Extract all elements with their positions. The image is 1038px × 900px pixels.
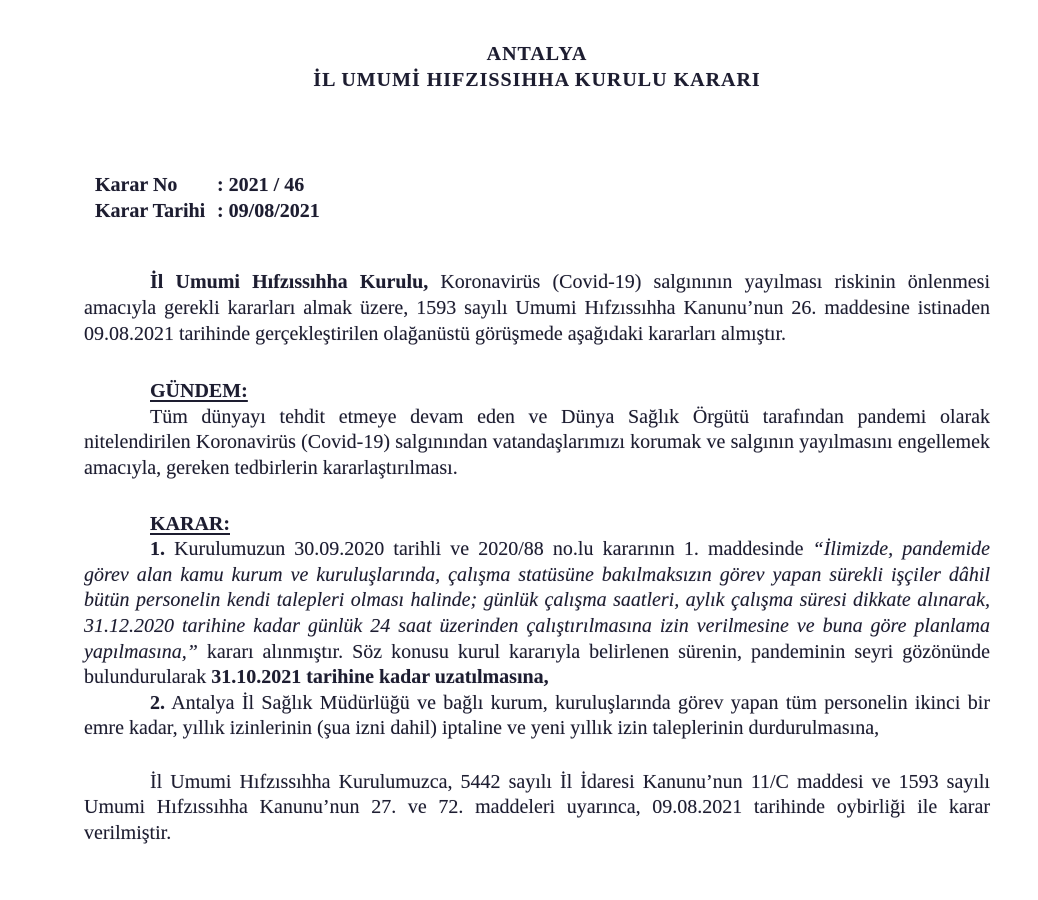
doc-title-main: İL UMUMİ HIFZISSIHHA KURULU KARARI [313, 68, 761, 91]
decision-meta [95, 173, 990, 224]
karar-item-1 [84, 537, 990, 691]
intro-paragraph [84, 270, 990, 347]
karar-heading: KARAR: [150, 512, 230, 535]
document-header [84, 42, 990, 93]
closing-paragraph: İl Umumi Hıfzıssıhha Kurulumuzca, 5442 sayılı İl İdaresi Kanunu’nun 11/C maddesi ve 1593 sayılı Umumi Hıfzıssıhha Kanunu’nun 27. ve 72. maddeleri uyarınca, 09.08.2021 tarihinde oybirliği ile karar verilmiştir. [84, 770, 990, 845]
karar-item-1-quote: “İlimizde, pandemide görev alan kamu kurum ve kuruluşlarında, çalışma statüsüne bakılmaksızın görev yapan sürekli işçiler dâhil bütün personelin kendi talepleri olması halinde; günlük çalışma saatleri, aylık çalışma süresi dikkate alınarak, 31.12.2020 tarihine kadar günlük 24 saat üzerinden çalıştırılmasına izin verilmesine ve buna göre planlama yapılmasına,” [84, 538, 991, 663]
karar-item-1-after-quote: kararı alınmıştır. Söz konusu kurul kararıyla belirlenen sürenin, pandeminin seyri gözönünde bulundurularak [84, 640, 990, 689]
karar-item-1-number: 1. [150, 538, 165, 561]
intro-paragraph-text: Koronavirüs (Covid-19) salgınının yayılması riskinin önlenmesi amacıyla gerekli kararları almak üzere, 1593 sayılı Umumi Hıfzıssıhha Kanunu’nun 26. maddesine istinaden 09.08.2021 tarihinde gerçekleştirilen olağanüstü görüşmede aşağıdaki kararları almıştır. [84, 271, 990, 345]
karar-item-1-bold-tail: 31.10.2021 tarihine kadar uzatılmasına, [211, 666, 549, 689]
karar-item-2-text: Antalya İl Sağlık Müdürlüğü ve bağlı kurum, kuruluşlarında görev yapan tüm personelin ikinci bir emre kadar, yıllık izinlerinin (şua izni dahil) iptaline ve yeni yıllık izin taleplerinin durdurulmasına, [84, 691, 990, 740]
karar-item-2 [84, 691, 990, 742]
decision-date-row [95, 199, 990, 225]
gundem-heading: GÜNDEM: [150, 380, 248, 403]
intro-paragraph-lead-bold: İl Umumi Hıfzıssıhha Kurulu, [150, 271, 429, 294]
karar-item-2-number: 2. [150, 691, 165, 714]
decision-date-label: Karar Tarihi [95, 199, 206, 222]
decision-number-label: Karar No [95, 174, 178, 197]
karar-item-1-lead: Kurulumuzun 30.09.2020 tarihli ve 2020/88 no.lu kararının 1. maddesinde [165, 538, 813, 561]
decision-number-row [95, 173, 990, 199]
decision-number-value: : 2021 / 46 [217, 174, 305, 197]
doc-title-city: ANTALYA [486, 43, 588, 65]
gundem-paragraph: Tüm dünyayı tehdit etmeye devam eden ve Dünya Sağlık Örgütü tarafından pandemi olarak nitelendirilen Koronavirüs (Covid-19) salgınından vatandaşlarımızı korumak ve salgının yayılmasını engellemek amacıyla, gereken tedbirlerin kararlaştırılması. [84, 405, 990, 479]
decision-date-value: : 09/08/2021 [217, 199, 320, 222]
